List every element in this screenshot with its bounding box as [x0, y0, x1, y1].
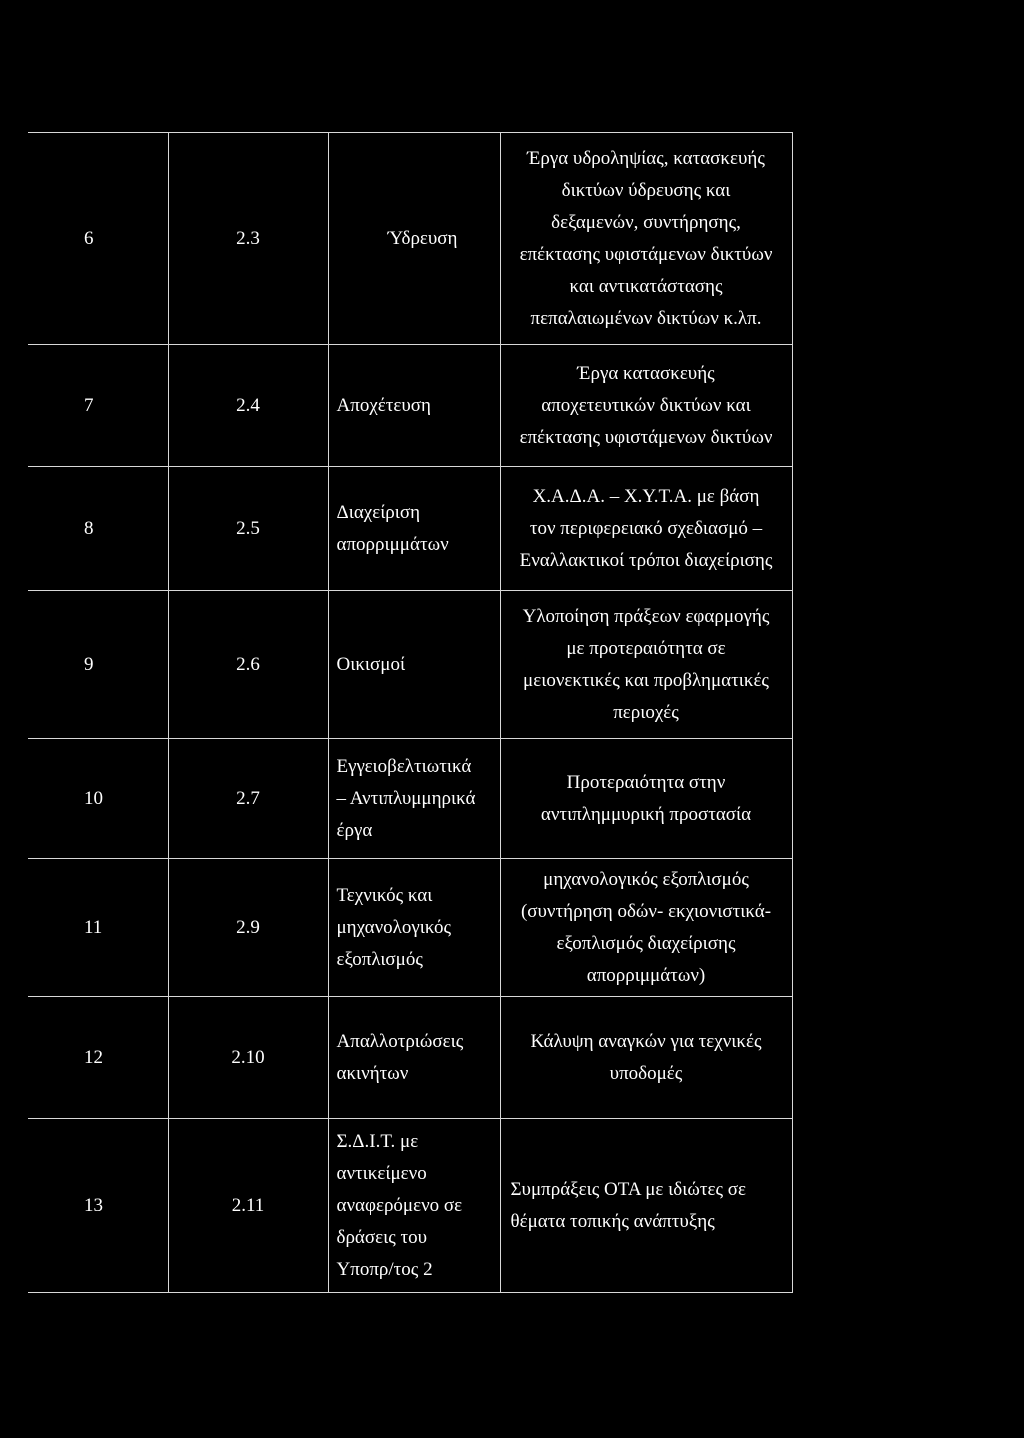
row-number: 12: [28, 997, 168, 1119]
category: Αποχέτευση: [328, 345, 500, 467]
table-row: [28, 133, 792, 345]
measure-code: 2.6: [168, 591, 328, 739]
description: Έργα κατασκευής αποχετευτικών δικτύων και επέκτασης υφιστάμενων δικτύων: [500, 345, 792, 467]
category: Οικισμοί: [328, 591, 500, 739]
row-number: 13: [28, 1119, 168, 1293]
description: Κάλυψη αναγκών για τεχνικές υποδομές: [500, 997, 792, 1119]
measure-code: 2.10: [168, 997, 328, 1119]
description: Συμπράξεις ΟΤΑ με ιδιώτες σε θέματα τοπικής ανάπτυξης: [500, 1119, 792, 1293]
category: Σ.Δ.Ι.Τ. με αντικείμενο αναφερόμενο σε δράσεις του Υποπρ/τος 2: [328, 1119, 500, 1293]
measure-code: 2.5: [168, 467, 328, 591]
table-row: [28, 859, 792, 997]
table-row: [28, 345, 792, 467]
measure-code: 2.7: [168, 739, 328, 859]
category: Ύδρευση: [328, 133, 500, 345]
row-number: 10: [28, 739, 168, 859]
table-row: [28, 1119, 792, 1293]
table-row: [28, 591, 792, 739]
table-row: [28, 739, 792, 859]
category: Απαλλοτριώσεις ακινήτων: [328, 997, 500, 1119]
row-number: 11: [28, 859, 168, 997]
row-number: 6: [28, 133, 168, 345]
description: Προτεραιότητα στην αντιπλημμυρική προστασία: [500, 739, 792, 859]
measure-code: 2.4: [168, 345, 328, 467]
measure-code: 2.11: [168, 1119, 328, 1293]
measure-code: 2.9: [168, 859, 328, 997]
row-number: 9: [28, 591, 168, 739]
projects-table: [28, 132, 793, 1293]
measure-code: 2.3: [168, 133, 328, 345]
description: Υλοποίηση πράξεων εφαρμογής με προτεραιότητα σε μειονεκτικές και προβληματικές περιοχές: [500, 591, 792, 739]
description: Έργα υδροληψίας, κατασκευής δικτύων ύδρευσης και δεξαμενών, συντήρησης, επέκτασης υφιστάμενων δικτύων και αντικατάστασης πεπαλαιωμένων δικτύων κ.λπ.: [500, 133, 792, 345]
category: Τεχνικός και μηχανολογικός εξοπλισμός: [328, 859, 500, 997]
category: Εγγειοβελτιωτικά – Αντιπλυμμηρικά έργα: [328, 739, 500, 859]
category: Διαχείριση απορριμμάτων: [328, 467, 500, 591]
description: Χ.Α.Δ.Α. – Χ.Υ.Τ.Α. με βάση τον περιφερειακό σχεδιασμό – Εναλλακτικοί τρόποι διαχείρισης: [500, 467, 792, 591]
row-number: 7: [28, 345, 168, 467]
table-row: [28, 467, 792, 591]
row-number: 8: [28, 467, 168, 591]
table-row: [28, 997, 792, 1119]
description: μηχανολογικός εξοπλισμός (συντήρηση οδών- εκχιονιστικά- εξοπλισμός διαχείρισης απορριμμάτων): [500, 859, 792, 997]
